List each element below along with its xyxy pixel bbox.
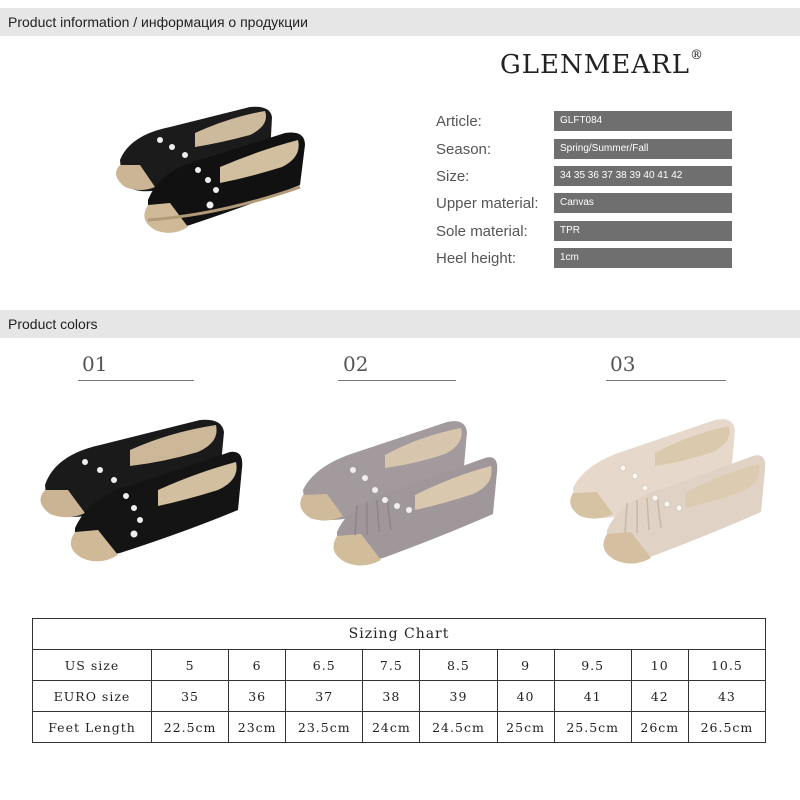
color-divider [338,380,456,381]
color-number-03: 03 [610,352,636,376]
main-product-image [100,95,310,245]
table-cell: 25cm [497,712,554,743]
black-espadrille-icon [30,410,245,570]
spec-label: Heel height: [436,250,517,267]
table-cell: 43 [688,681,765,712]
brand-name: GLENMEARL [500,50,690,80]
color-option-01[interactable] [30,410,245,570]
spec-label: Sole material: [436,223,528,240]
row-label: Feet Length [33,712,152,743]
table-cell: 10.5 [688,650,765,681]
table-cell: 10 [631,650,688,681]
row-label: EURO size [33,681,152,712]
row-label: US size [33,650,152,681]
table-cell: 41 [554,681,631,712]
color-number-02: 02 [343,352,369,376]
table-row-us-size [33,650,766,681]
table-row-feet-length [33,712,766,743]
color-option-02[interactable] [295,410,505,575]
table-cell: 42 [631,681,688,712]
product-information-header: Product information / информация о продукции [0,8,800,36]
spec-label: Upper material: [436,195,539,212]
table-cell: 37 [286,681,363,712]
registered-mark: ® [689,48,704,64]
sizing-chart-title: Sizing Chart [33,619,766,650]
spec-value: TPR [554,221,732,241]
table-cell: 7.5 [363,650,420,681]
spec-value: GLFT084 [554,111,732,131]
table-cell: 26.5cm [688,712,765,743]
table-cell: 25.5cm [554,712,631,743]
table-cell: 6.5 [286,650,363,681]
spec-label: Season: [436,141,492,158]
color-option-03[interactable] [565,408,770,573]
sizing-chart-table [32,618,766,743]
spec-label: Article: [436,113,482,130]
table-cell: 5 [152,650,229,681]
spec-value: 34 35 36 37 38 39 40 41 42 [554,166,732,186]
color-divider [606,380,726,381]
grey-espadrille-icon [295,410,505,575]
table-cell: 9.5 [554,650,631,681]
table-cell: 36 [229,681,286,712]
table-cell: 23cm [229,712,286,743]
table-cell: 9 [497,650,554,681]
spec-value: Canvas [554,193,732,213]
table-cell: 22.5cm [152,712,229,743]
spec-value: 1cm [554,248,732,268]
table-cell: 24cm [363,712,420,743]
color-number-01: 01 [82,352,108,376]
table-cell: 8.5 [420,650,497,681]
table-cell: 6 [229,650,286,681]
table-cell: 39 [420,681,497,712]
product-colors-header: Product colors [0,310,800,338]
spec-value: Spring/Summer/Fall [554,139,732,159]
table-cell: 40 [497,681,554,712]
black-espadrille-pair-icon [100,95,310,245]
table-cell: 24.5cm [420,712,497,743]
brand-logo [500,50,704,80]
table-cell: 23.5cm [286,712,363,743]
color-divider [78,380,194,381]
table-cell: 26cm [631,712,688,743]
spec-label: Size: [436,168,470,185]
beige-espadrille-icon [565,408,770,573]
table-row-euro-size [33,681,766,712]
table-cell: 35 [152,681,229,712]
table-cell: 38 [363,681,420,712]
